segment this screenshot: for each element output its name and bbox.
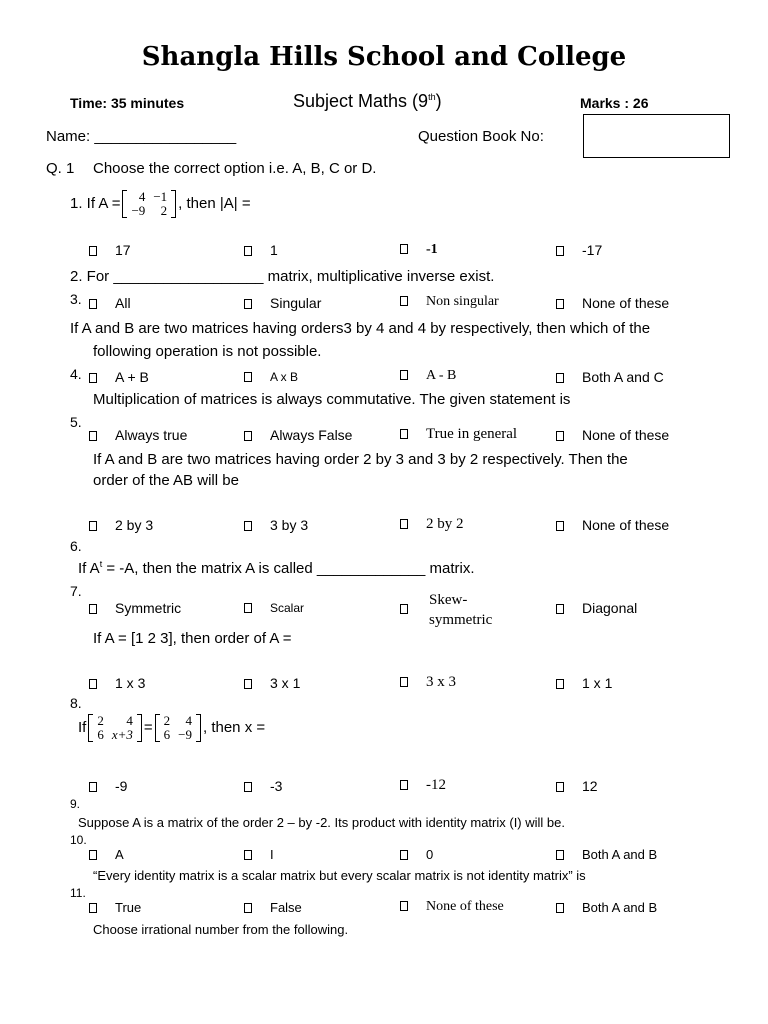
checkbox-icon[interactable] — [89, 431, 97, 441]
question-book-box — [583, 114, 730, 158]
q6-option-c-label: Skew- symmetric — [429, 592, 493, 628]
q4-option-a[interactable]: Always true — [89, 427, 187, 443]
question-8-number: 8. — [70, 695, 82, 711]
q3-option-d[interactable]: Both A and C — [556, 369, 664, 385]
question-10: “Every identity matrix is a scalar matrix but every scalar matrix is not identity matrix” is — [93, 868, 586, 883]
question-1: 1. If A = 4 −1 −9 2 , then |A| = — [70, 189, 251, 218]
checkbox-icon[interactable] — [89, 903, 97, 913]
q1-option-a[interactable]: 17 — [89, 242, 131, 258]
q8-option-d[interactable]: 12 — [556, 778, 598, 794]
q9-option-b[interactable]: I — [244, 847, 274, 862]
checkbox-icon[interactable] — [400, 519, 408, 529]
question-book-label: Question Book No: — [418, 128, 544, 145]
q9-option-a[interactable]: A — [89, 847, 124, 862]
q10-option-d[interactable]: Both A and B — [556, 900, 657, 915]
subject-label: Subject Maths (9th) — [293, 91, 442, 111]
q2-option-b[interactable]: Singular — [244, 295, 321, 311]
q6-option-a[interactable]: Symmetric — [89, 600, 181, 616]
time-label: Time: 35 minutes — [70, 95, 185, 111]
checkbox-icon[interactable] — [244, 850, 252, 860]
question-3-number: 3. — [70, 291, 82, 307]
q3-option-a[interactable]: A + B — [89, 369, 149, 385]
checkbox-icon[interactable] — [89, 850, 97, 860]
question-10-number: 10. — [70, 833, 87, 847]
q4-option-c[interactable]: True in general — [400, 426, 517, 443]
q2-option-c[interactable]: Non singular — [400, 294, 499, 310]
checkbox-icon[interactable] — [244, 903, 252, 913]
checkbox-icon[interactable] — [400, 370, 408, 380]
checkbox-icon[interactable] — [89, 604, 97, 614]
q1-option-c[interactable]: -1 — [400, 242, 438, 258]
q7-option-c[interactable]: 3 x 3 — [400, 674, 456, 691]
q3-option-b[interactable]: A x B — [244, 370, 298, 384]
checkbox-icon[interactable] — [89, 679, 97, 689]
checkbox-icon[interactable] — [556, 903, 564, 913]
checkbox-icon[interactable] — [89, 373, 97, 383]
checkbox-icon[interactable] — [400, 244, 408, 254]
checkbox-icon[interactable] — [400, 780, 408, 790]
checkbox-icon[interactable] — [556, 246, 564, 256]
question-6: If $A^t = -A$, then the matrix A is called _____________ matrix. — [78, 559, 475, 577]
q5-option-b[interactable]: 3 by 3 — [244, 517, 308, 533]
q3-option-c[interactable]: A - B — [400, 368, 456, 384]
question-5-line2: order of the AB will be — [93, 472, 239, 489]
q1-option-d[interactable]: -17 — [556, 242, 602, 258]
q9-option-c[interactable]: 0 — [400, 847, 433, 862]
q8-option-a[interactable]: -9 — [89, 778, 127, 794]
checkbox-icon[interactable] — [556, 431, 564, 441]
checkbox-icon[interactable] — [244, 782, 252, 792]
q10-option-a[interactable]: True — [89, 900, 141, 915]
q5-option-c[interactable]: 2 by 2 — [400, 516, 464, 533]
checkbox-icon[interactable] — [89, 782, 97, 792]
question-8: If 2 4 6 x+3 = 2 4 6 −9 , then x = — [78, 713, 266, 742]
q9-option-d[interactable]: Both A and B — [556, 847, 657, 862]
question-4-number: 4. — [70, 366, 82, 382]
checkbox-icon[interactable] — [244, 431, 252, 441]
q2-option-a[interactable]: All — [89, 295, 131, 311]
checkbox-icon[interactable] — [400, 901, 408, 911]
checkbox-icon[interactable] — [400, 677, 408, 687]
question-9: Suppose A is a matrix of the order 2 – by -2. Its product with identity matrix (I) will be. — [78, 815, 565, 830]
checkbox-icon[interactable] — [400, 604, 408, 614]
question-3-line1: If A and B are two matrices having orders3 by 4 and 4 by respectively, then which of the — [70, 320, 651, 337]
checkbox-icon[interactable] — [556, 679, 564, 689]
question-9-number: 9. — [70, 797, 81, 811]
checkbox-icon[interactable] — [244, 372, 252, 382]
checkbox-icon[interactable] — [400, 429, 408, 439]
checkbox-icon[interactable] — [244, 679, 252, 689]
checkbox-icon[interactable] — [556, 373, 564, 383]
question-4: Multiplication of matrices is always commutative. The given statement is — [93, 391, 571, 408]
q1-label: Q. 1 — [46, 160, 75, 177]
checkbox-icon[interactable] — [244, 246, 252, 256]
question-11: Choose irrational number from the following. — [93, 922, 349, 937]
checkbox-icon[interactable] — [556, 299, 564, 309]
q6-option-b[interactable]: Scalar — [244, 601, 304, 615]
checkbox-icon[interactable] — [89, 521, 97, 531]
q4-option-b[interactable]: Always False — [244, 427, 352, 443]
question-7: If A = [1 2 3], then order of A = — [93, 630, 292, 647]
q7-option-d[interactable]: 1 x 1 — [556, 675, 612, 691]
q1-option-b[interactable]: 1 — [244, 242, 278, 258]
school-title: Shangla Hills School and College — [141, 42, 627, 72]
matrix-left: 2 4 6 x+3 — [88, 714, 142, 742]
question-11-number: 11. — [70, 886, 86, 900]
checkbox-icon[interactable] — [89, 246, 97, 256]
question-3-line2: following operation is not possible. — [93, 343, 322, 360]
question-5-line1: If A and B are two matrices having order 2 by 3 and 3 by 2 respectively. Then the — [93, 451, 628, 468]
q2-option-d[interactable]: None of these — [556, 295, 669, 311]
checkbox-icon[interactable] — [400, 296, 408, 306]
name-field: Name: _________________ — [46, 128, 237, 145]
q5-option-d[interactable]: None of these — [556, 517, 669, 533]
checkbox-icon[interactable] — [556, 521, 564, 531]
checkbox-icon[interactable] — [556, 782, 564, 792]
question-6-number: 6. — [70, 538, 82, 554]
checkbox-icon[interactable] — [556, 850, 564, 860]
q10-option-c[interactable]: None of these — [400, 899, 504, 915]
marks-label: Marks : 26 — [580, 95, 649, 111]
matrix-a: 4 −1 −9 2 — [122, 190, 176, 218]
q10-option-b[interactable]: False — [244, 900, 302, 915]
checkbox-icon[interactable] — [244, 521, 252, 531]
q7-option-b[interactable]: 3 x 1 — [244, 675, 300, 691]
checkbox-icon[interactable] — [89, 299, 97, 309]
checkbox-icon[interactable] — [400, 850, 408, 860]
q1-instruction: Choose the correct option i.e. A, B, C or D. — [93, 160, 377, 177]
q8-option-b[interactable]: -3 — [244, 778, 282, 794]
q5-option-a[interactable]: 2 by 3 — [89, 517, 153, 533]
checkbox-icon[interactable] — [244, 299, 252, 309]
q8-option-c[interactable]: -12 — [400, 777, 446, 794]
checkbox-icon[interactable] — [244, 603, 252, 613]
question-5-number: 5. — [70, 414, 82, 430]
q6-option-d[interactable]: Diagonal — [556, 600, 637, 616]
checkbox-icon[interactable] — [556, 604, 564, 614]
q7-option-a[interactable]: 1 x 3 — [89, 675, 145, 691]
q6-option-c[interactable] — [400, 601, 426, 618]
question-2: 2. For __________________ matrix, multiplicative inverse exist. — [70, 268, 495, 285]
matrix-right: 2 4 6 −9 — [155, 714, 201, 742]
q4-option-d[interactable]: None of these — [556, 427, 669, 443]
question-7-number: 7. — [70, 583, 82, 599]
